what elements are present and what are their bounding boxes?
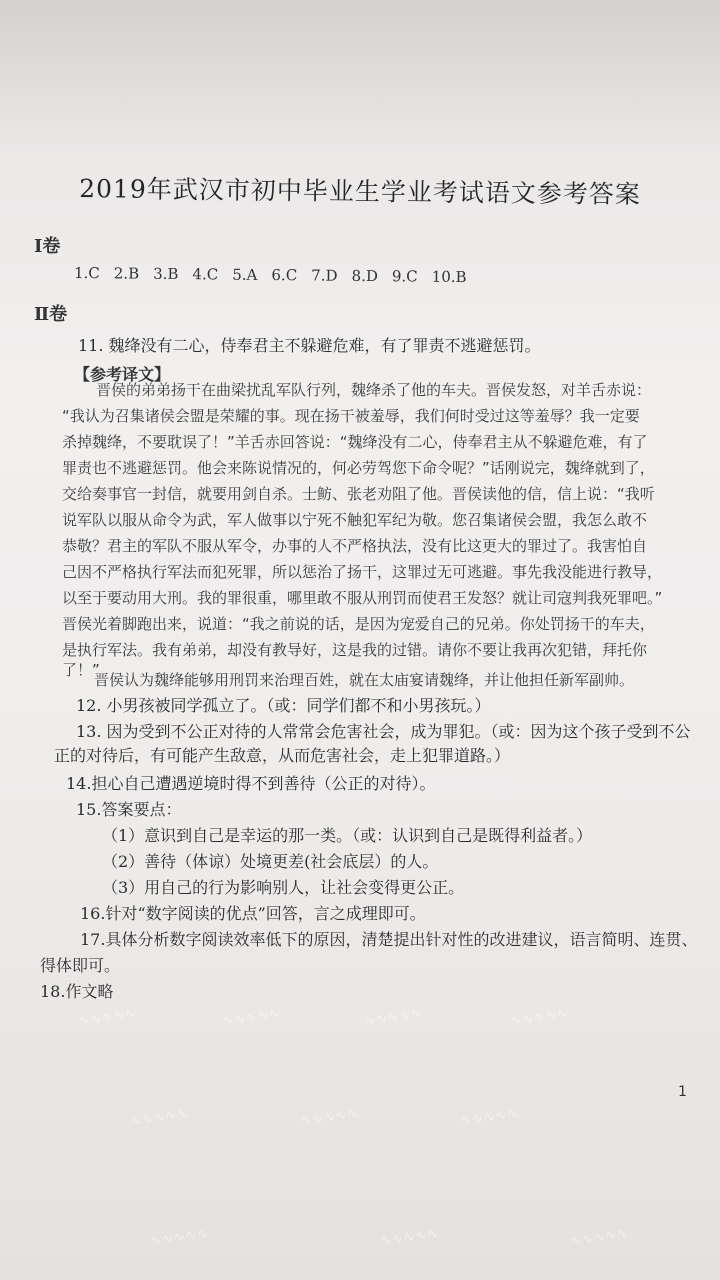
section-2-label: Ⅱ卷 [34,304,68,325]
translation-line: 说军队以服从命令为武，军人做事以宁死不触犯军纪为敬。您召集诸侯会盟，我怎么敢不 [62,511,648,529]
answer-item: 1.C [73,263,100,283]
translation-line: 己因不严格执行军法而犯死罪，所以惩治了扬干，这罪过无可逃避。事先我没能进行教导， [62,563,663,581]
answer-15-point-1: （1）意识到自己是幸运的那一类。（或：认识到自己是既得利益者。） [102,826,593,845]
watermark-logo: ∿∿∿∿∿ [221,1005,283,1030]
answer-item: 10.B [431,267,467,287]
answer-16: 16.针对“数字阅读的优点”回答，言之成理即可。 [80,904,426,923]
answer-item: 6.C [271,266,298,285]
watermark-logo: ∿∿∿∿∿ [569,1225,631,1250]
answer-item: 3.B [153,264,179,284]
answer-12: 12. 小男孩被同学孤立了。（或：同学们都不和小男孩玩。） [76,696,491,715]
watermark-logo: ∿∿∿∿∿ [459,1105,521,1130]
answer-14: 14.担心自己遭遇逆境时得不到善待（公正的对待）。 [66,774,436,793]
page-number: 1 [678,1084,687,1100]
watermark-logo: ∿∿∿∿∿ [299,1105,361,1130]
translation-line: 晋侯光着脚跑出来，说道：“我之前说的话，是因为宠爱自己的兄弟。你处罚扬干的车夫， [62,615,655,633]
photo-shadow [0,0,720,150]
translation-line: 晋侯的弟弟扬干在曲梁扰乱军队行列，魏绛杀了他的车夫。晋侯发怒，对羊舌赤说： [96,381,652,399]
watermark-logo: ∿∿∿∿∿ [379,1225,441,1250]
translation-line: “我认为召集诸侯会盟是荣耀的事。现在扬干被羞辱，我们何时受过这等羞辱？我一定要 [62,407,640,425]
watermark-logo: ∿∿∿∿∿ [363,1005,425,1030]
page-title: 2019年武汉市初中毕业生学业考试语文参考答案 [79,174,641,209]
translation-line: 罪责也不逃避惩罚。他会来陈说情况的，何必劳驾您下命令呢？”话刚说完，魏绛就到了， [62,459,655,477]
translation-line: 是执行军法。我有弟弟，却没有教导好，这是我的过错。请你不要让我再次犯错，拜托你 [62,641,648,659]
translation-line: 晋侯认为魏绛能够用刑罚来治理百姓，就在太庙宴请魏绛，并让他担任新军副帅。 [94,671,635,689]
answer-item: 7.D [311,266,338,285]
watermark-logo: ∿∿∿∿∿ [129,1105,191,1130]
answer-item: 5.A [232,265,258,284]
translation-line: 交给奏事官一封信，就要用剑自杀。士鲂、张老劝阻了他。晋侯读他的信，信上说：“我听 [62,485,655,503]
answer-15-point-3: （3）用自己的行为影响别人，让社会变得更公正。 [102,878,465,897]
answer-key-row [74,264,467,286]
translation-line: 杀掉魏绛，不要耽误了！”羊舌赤回答说：“魏绛没有二心，侍奉君主从不躲避危难，有了 [62,433,648,451]
answer-17-line-1: 17.具体分析数字阅读效率低下的原因，清楚提出针对性的改进建议，语言简明、连贯、 [80,930,698,949]
answer-item: 8.D [351,266,379,286]
answer-18: 18.作文略 [40,982,114,1001]
watermark-logo: ∿∿∿∿∿ [77,1005,139,1030]
answer-15-point-2: （2）善待（体谅）处境更差(社会底层）的人。 [102,852,439,871]
answer-13-line-2: 正的对待后，有可能产生敌意，从而危害社会，走上犯罪道路。） [54,746,511,765]
section-1-label: Ⅰ卷 [34,236,61,257]
reference-translation-label: 【参考译文】 [74,365,171,384]
answer-15: 15.答案要点： [76,800,182,819]
answer-item: 4.C [192,265,219,284]
watermark-logo: ∿∿∿∿∿ [509,1005,571,1030]
answer-13-line-1: 13. 因为受到不公正对待的人常常会危害社会，成为罪犯。（或：因为这个孩子受到不公 [76,722,691,741]
answer-11: 11. 魏绛没有二心，侍奉君主不躲避危难，有了罪责不逃避惩罚。 [78,336,541,355]
translation-line: 以至于要动用大刑。我的罪很重，哪里敢不服从刑罚而使君王发怒？就让司寇判我死罪吧。” [62,589,663,607]
answer-item: 2.B [113,264,140,283]
answer-17-line-2: 得体即可。 [40,956,121,975]
translation-line: 了！” [62,661,100,679]
answer-item: 9.C [391,267,418,286]
watermark-logo: ∿∿∿∿∿ [149,1225,211,1250]
translation-line: 恭敬？君主的军队不服从军令，办事的人不严格执法，没有比这更大的罪过了。我害怕自 [62,537,648,555]
